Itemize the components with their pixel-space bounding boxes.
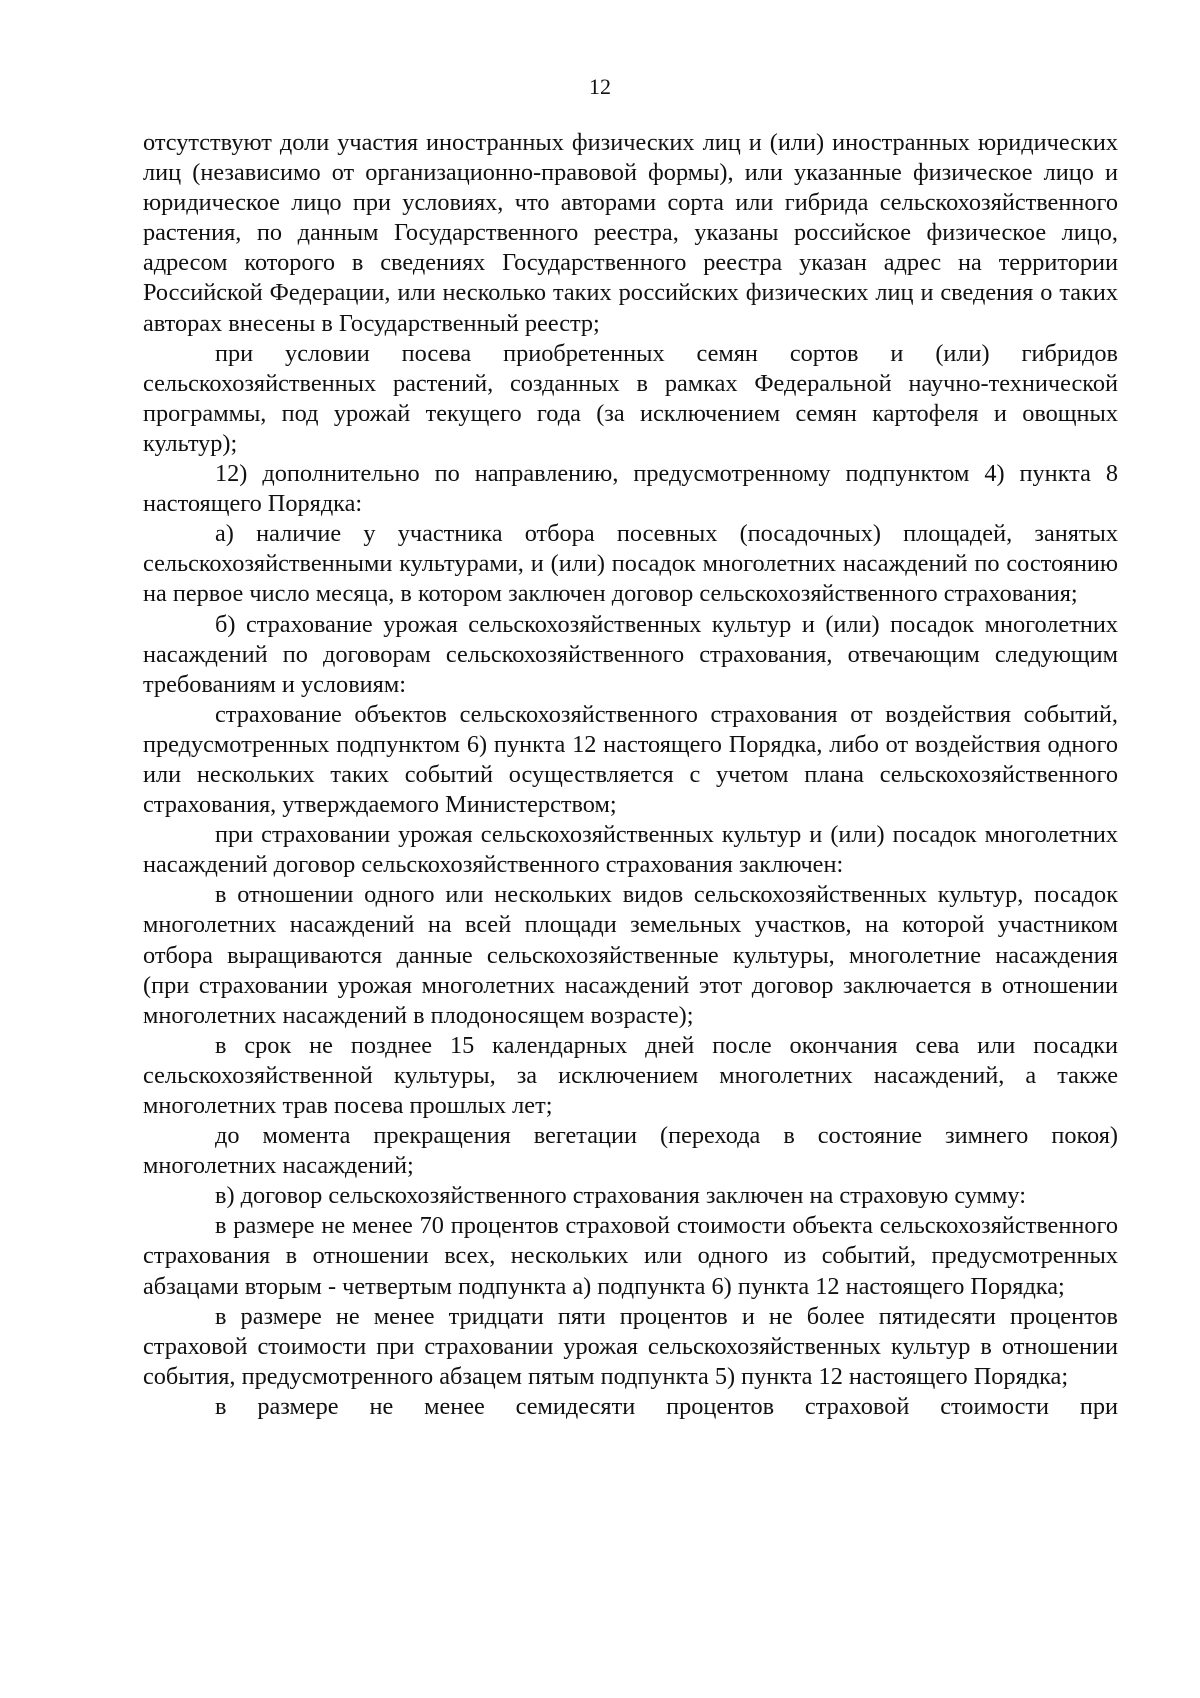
paragraph: а) наличие у участника отбора посевных (посадочных) площадей, занятых сельскохозяйственными культурами, и (или) посадок многолетних насаждений по состоянию на первое число месяца, в котором заключен договор сельскохозяйственного страхования;: [143, 520, 1118, 608]
paragraph: в) договор сельскохозяйственного страхования заключен на страховую сумму:: [215, 1182, 1027, 1210]
page-number: 12: [589, 74, 611, 99]
paragraph: отсутствуют доли участия иностранных физических лиц и (или) иностранных юридических лиц (независимо от организационно-правовой формы), или указанные физическое лицо и юридическое лицо при условиях, что авторами сорта или гибрида сельскохозяйственного растения, по данным Государственного реестра, указаны российское физическое лицо, адресом которого в сведениях Государственного реестра указан адрес на территории Российской Федерации, или несколько таких российских физических лиц и сведения о таких авторах внесены в Государственный реестр;: [143, 129, 1118, 337]
paragraph: при страховании урожая сельскохозяйственных культур и (или) посадок многолетних насаждений договор сельскохозяйственного страхования заключен:: [143, 821, 1118, 879]
paragraph: в отношении одного или нескольких видов сельскохозяйственных культур, посадок многолетних насаждений на всей площади земельных участков, на которой участником отбора выращиваются данные сельскохозяйственные культуры, многолетние насаждения (при страховании урожая многолетних насаждений этот договор заключается в отношении многолетних насаждений в плодоносящем возрасте);: [143, 881, 1118, 1029]
paragraph: в срок не позднее 15 календарных дней после окончания сева или посадки сельскохозяйственной культуры, за исключением многолетних насаждений, а также многолетних трав посева прошлых лет;: [143, 1031, 1118, 1119]
paragraph: 12) дополнительно по направлению, предусмотренному подпунктом 4) пункта 8 настоящего Порядка:: [143, 460, 1118, 518]
document-body: [143, 128, 1118, 1422]
paragraph: страхование объектов сельскохозяйственного страхования от воздействия событий, предусмотренных подпунктом 6) пункта 12 настоящего Порядка, либо от воздействия одного или нескольких таких событий осуществляется с учетом плана сельскохозяйственного страхования, утверждаемого Министерством;: [143, 700, 1118, 819]
paragraph: при условии посева приобретенных семян сортов и (или) гибридов сельскохозяйственных растений, созданных в рамках Федеральной научно-технической программы, под урожай текущего года (за исключением семян картофеля и овощных культур);: [143, 339, 1118, 457]
paragraph: в размере не менее тридцати пяти процентов и не более пятидесяти процентов страховой стоимости при страховании урожая сельскохозяйственных культур в отношении события, предусмотренного абзацем пятым подпункта 5) пункта 12 настоящего Порядка;: [143, 1302, 1118, 1390]
paragraph: до момента прекращения вегетации (перехода в состояние зимнего покоя) многолетних насаждений;: [143, 1122, 1118, 1180]
paragraph: в размере не менее семидесяти процентов страховой стоимости при: [215, 1392, 1118, 1420]
paragraph: б) страхование урожая сельскохозяйственных культур и (или) посадок многолетних насаждений по договорам сельскохозяйственного страхования, отвечающим следующим требованиям и условиям:: [143, 610, 1118, 698]
paragraph: в размере не менее 70 процентов страховой стоимости объекта сельскохозяйственного страхования в отношении всех, нескольких или одного из событий, предусмотренных абзацами вторым - четвертым подпункта а) подпункта 6) пункта 12 настоящего Порядка;: [143, 1212, 1118, 1300]
